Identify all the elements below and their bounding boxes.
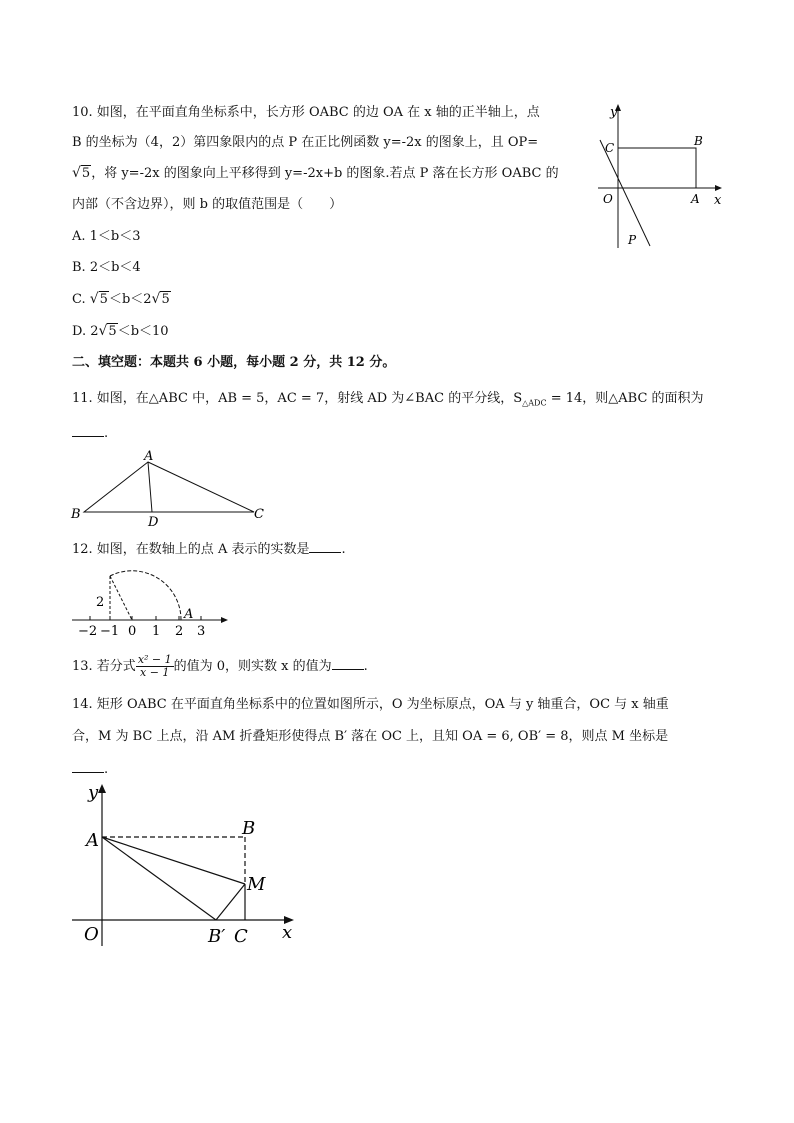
q11-blank — [72, 424, 104, 437]
section-2-header: 二、填空题：本题共 6 小题，每小题 2 分，共 12 分。 — [72, 355, 396, 370]
q10-radicand: 5 — [81, 166, 91, 181]
q14-label-m: M — [247, 874, 266, 895]
q14-blank — [72, 760, 104, 773]
q13-fraction: $\frac{\text{x² − 1}}{x - 1}$ — [137, 653, 172, 679]
q10-option-d: D. 2√5＜b＜10 — [72, 323, 169, 339]
q10-option-b: B. 2＜b＜4 — [72, 260, 141, 275]
q12-tick-1: 1 — [152, 624, 161, 639]
q11-figure — [66, 448, 276, 532]
q10-label-x: x — [714, 193, 722, 208]
q10-label-y: y — [610, 105, 618, 120]
q10-line1: 10. 如图，在平面直角坐标系中，长方形 OABC 的边 OA 在 x 轴的正半轴上，点 — [72, 105, 540, 120]
q11-text: 11. 如图，在△ABC 中，AB = 5，AC = 7，射线 AD 为∠BAC 的平分线，$S_{\triangle ADC} = 14$，则△ABC 的面积为 — [72, 391, 704, 408]
q14-label-b-prime: B′ — [208, 926, 226, 947]
q10-label-o: O — [603, 192, 613, 206]
q12-tick-0: 0 — [128, 624, 137, 639]
q11-label-b: B — [71, 507, 81, 522]
q14-line2: 合，M 为 BC 上点，沿 AM 折叠矩形使得点 B′ 落在 OC 上，且知 OA = 6, OB′ = 8，则点 M 坐标是 — [72, 729, 669, 744]
q10-line4: 内部（不含边界），则 b 的取值范围是（ ） — [72, 197, 343, 212]
q10-label-p: P — [628, 233, 637, 247]
q13-text: 13. 若分式 $\frac{\text{x² − 1}}{x - 1}$ 的值为 0，则实数 x 的值为 . — [72, 653, 368, 679]
q12-number-line — [70, 566, 240, 640]
q10-line2: B 的坐标为（4，2）第四象限内的点 P 在正比例函数 y=-2x 的图象上，且 OP= — [72, 135, 539, 150]
q14-label-a: A — [86, 830, 99, 851]
q14-label-c: C — [234, 926, 248, 947]
q14-answer-line: . — [72, 760, 108, 779]
q10-line3: √5，将 y=-2x 的图象向上平移得到 y=-2x+b 的图象.若点 P 落在长方形 OABC 的 — [72, 165, 559, 181]
q14-label-x: x — [282, 922, 293, 943]
q12-tick-2: 2 — [175, 624, 184, 639]
q11-label-c: C — [254, 507, 264, 522]
q10-option-a: A. 1＜b＜3 — [72, 229, 141, 244]
q14-line1: 14. 矩形 OABC 在平面直角坐标系中的位置如图所示，O 为坐标原点，OA 与 y 轴重合，OC 与 x 轴重 — [72, 697, 669, 712]
q12-tick-neg1: −1 — [100, 624, 120, 639]
q14-figure — [70, 780, 310, 950]
q10-label-a: A — [691, 192, 700, 206]
q10-option-c: C. √5＜b＜2√5 — [72, 291, 170, 307]
q14-label-b: B — [242, 818, 256, 839]
q11-answer-line: . — [72, 424, 108, 443]
q12-label-two: 2 — [96, 595, 105, 610]
q10-figure — [590, 100, 730, 250]
q12-text: 12. 如图，在数轴上的点 A 表示的实数是 . — [72, 542, 346, 557]
q13-blank — [332, 657, 364, 670]
q14-label-y: y — [88, 782, 99, 803]
q12-tick-neg2: −2 — [78, 624, 98, 639]
q11-label-a: A — [144, 449, 154, 464]
q12-tick-3: 3 — [197, 624, 206, 639]
q10-label-c: C — [605, 141, 615, 155]
q12-blank — [309, 540, 341, 553]
q10-label-b: B — [694, 134, 703, 148]
q14-label-o: O — [84, 924, 99, 945]
q12-label-a: A — [184, 607, 194, 622]
q11-label-d: D — [148, 515, 159, 530]
